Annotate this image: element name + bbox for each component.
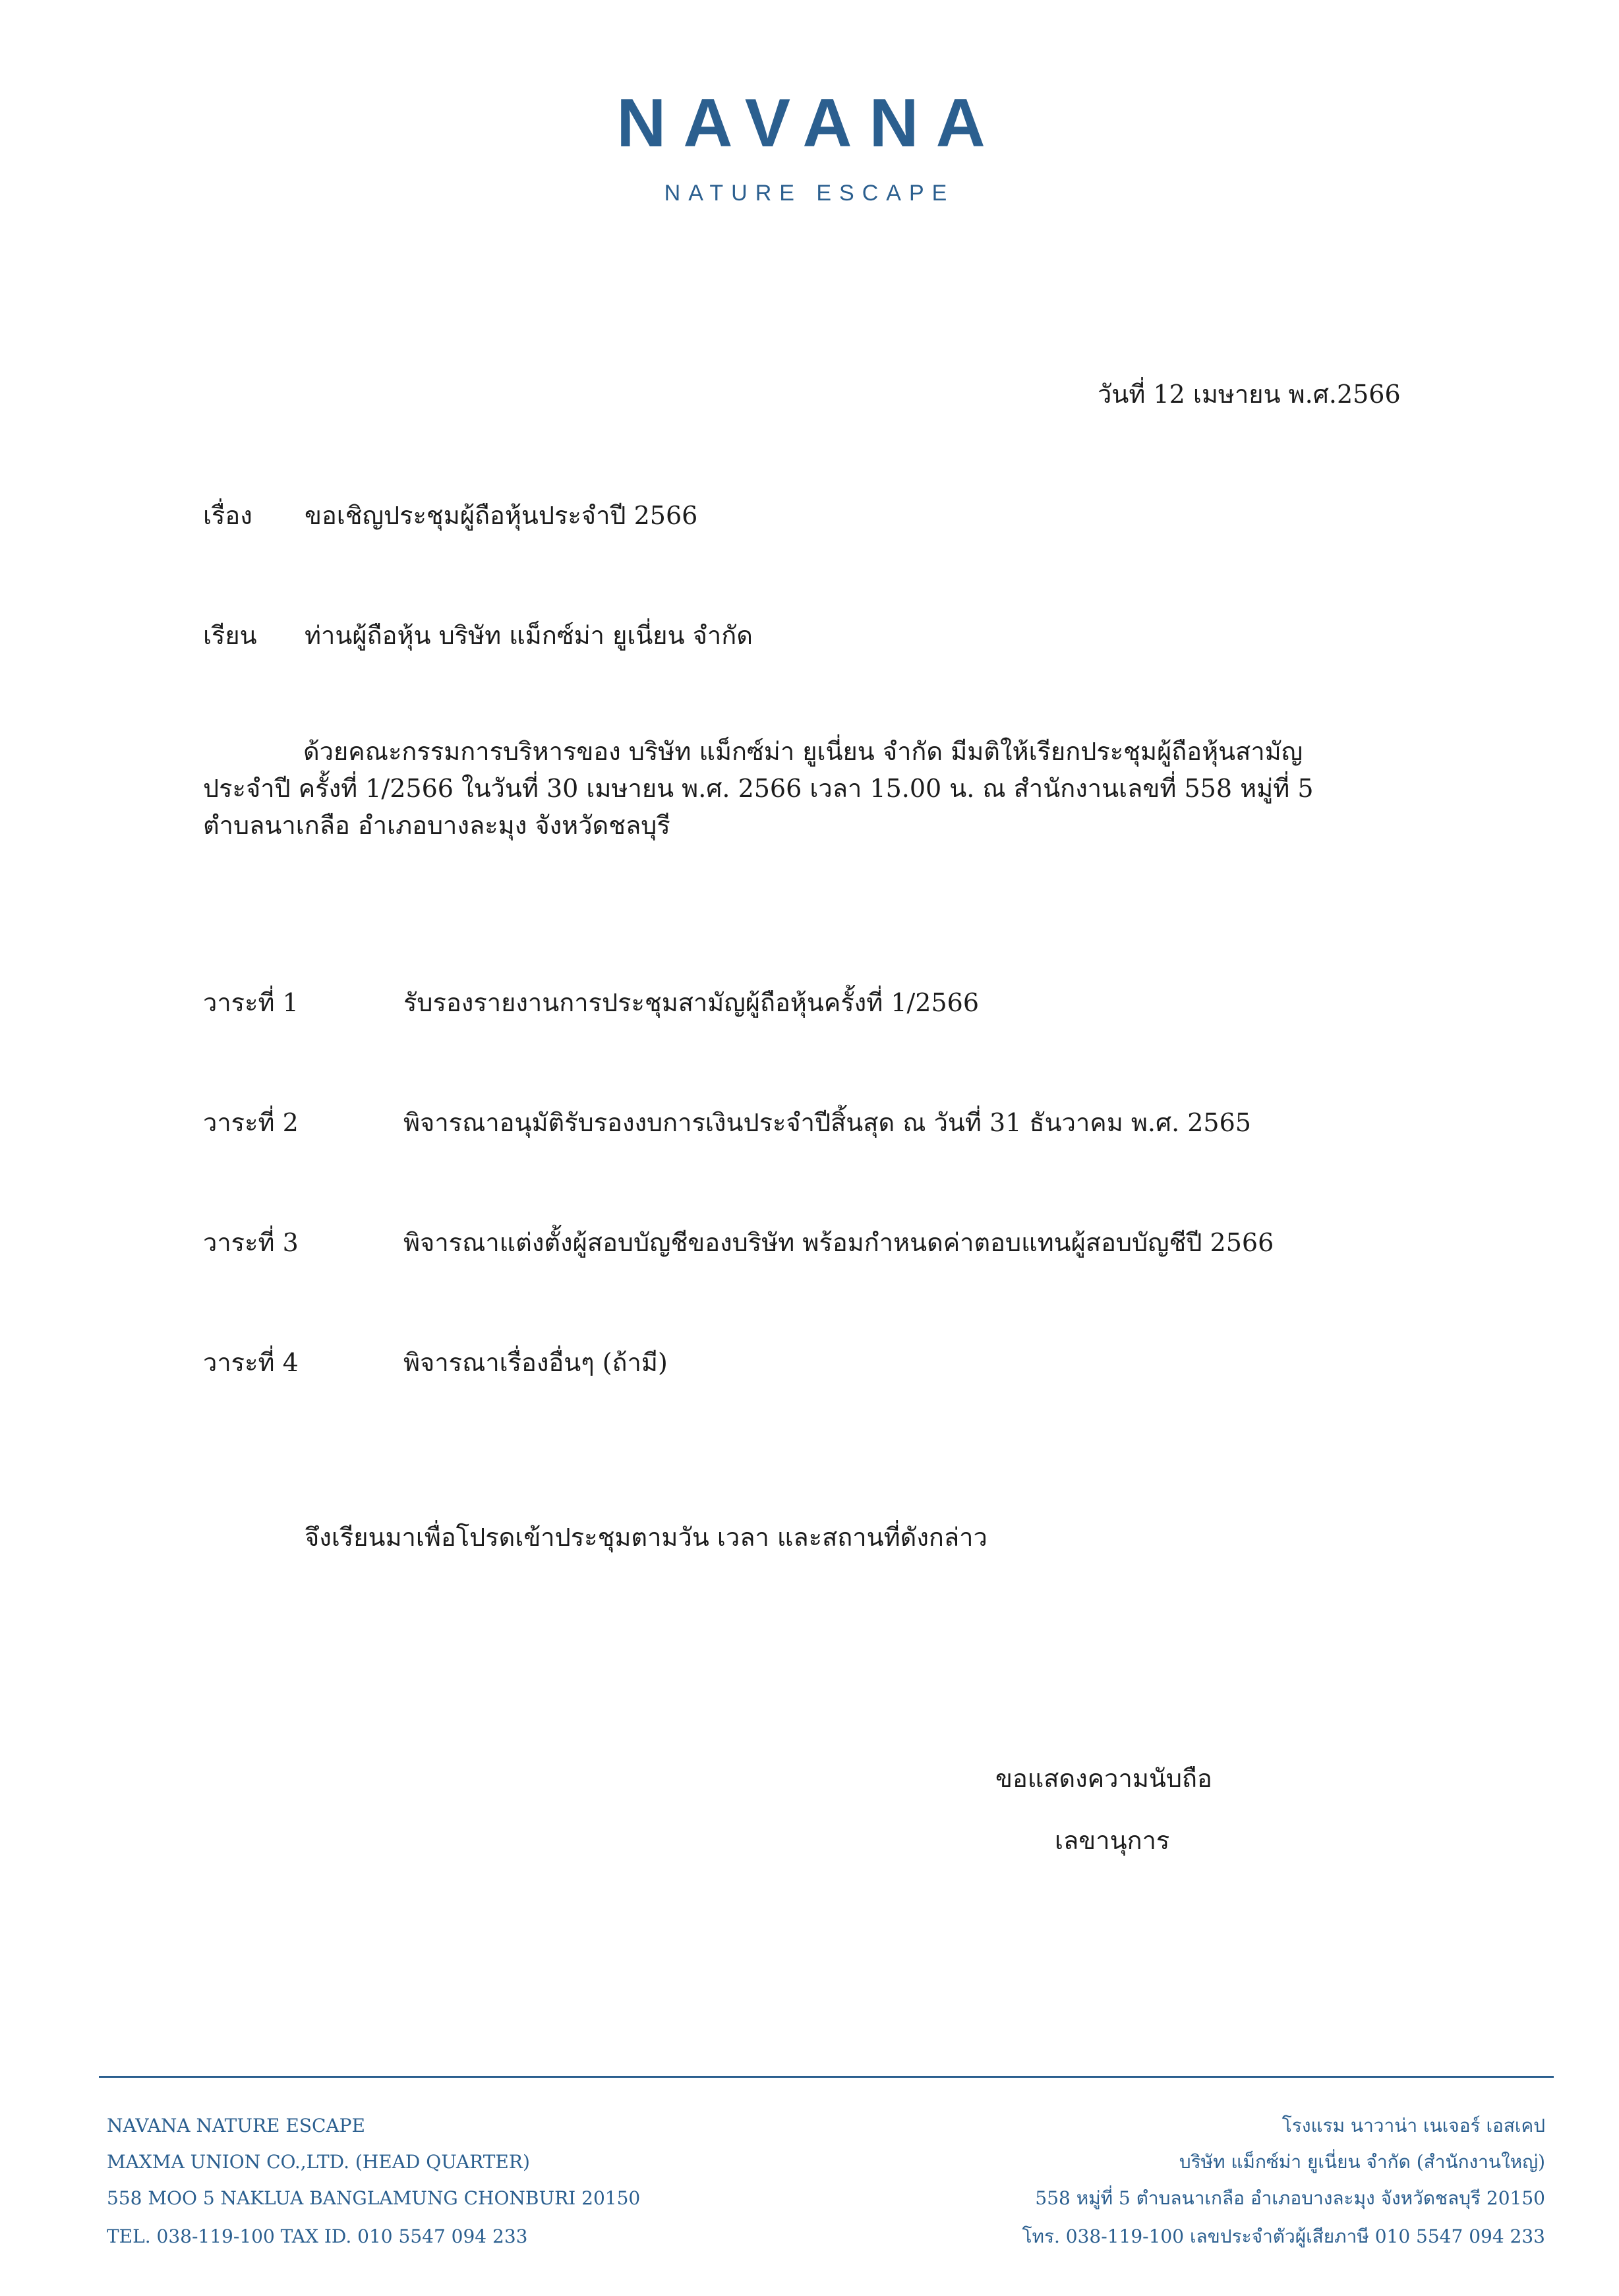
subject-text: ขอเชิญประชุมผู้ถือหุ้นประจำปี 2566 (305, 501, 698, 530)
agenda-label-3: วาระที่ 3 (203, 1228, 299, 1257)
body-line: ประจำปี ครั้งที่ 1/2566 ในวันที่ 30 เมษายน พ.ศ. 2566 เวลา 15.00 น. ณ สำนักงานเลขที่ 558 หมู่ที่ 5 (203, 774, 1314, 803)
footer-right-line: โทร. 038-119-100 เลขประจำตัวผู้เสียภาษี 010 5547 094 233 (1022, 2225, 1545, 2247)
agenda-label-4: วาระที่ 4 (203, 1348, 299, 1377)
footer-right-line: โรงแรม นาวาน่า เนเจอร์ เอสเคป (1281, 2115, 1545, 2136)
signatory-title: เลขานุการ (1055, 1826, 1170, 1855)
footer-left-line: MAXMA UNION CO.,LTD. (HEAD QUARTER) (107, 2151, 530, 2173)
agenda-text-3: พิจารณาแต่งตั้งผู้สอบบัญชีของบริษัท พร้อมกำหนดค่าตอบแทนผู้สอบบัญชีปี 2566 (403, 1228, 1274, 1257)
body-paragraph (203, 733, 1432, 844)
agenda-label-2: วาระที่ 2 (203, 1108, 299, 1137)
footer-left-line: TEL. 038-119-100 TAX ID. 010 5547 094 233 (107, 2225, 528, 2247)
footer-left-line: 558 MOO 5 NAKLUA BANGLAMUNG CHONBURI 20150 (107, 2187, 641, 2209)
recipient-text: ท่านผู้ถือหุ้น บริษัท แม็กซ์ม่า ยูเนี่ยน จำกัด (305, 621, 753, 650)
letter-date: วันที่ 12 เมษายน พ.ศ.2566 (1098, 380, 1401, 409)
agenda-label-1: วาระที่ 1 (203, 988, 299, 1017)
agenda-text-4: พิจารณาเรื่องอื่นๆ (ถ้ามี) (403, 1348, 668, 1377)
footer-right-line: 558 หมู่ที่ 5 ตำบลนาเกลือ อำเภอบางละมุง จังหวัดชลบุรี 20150 (1035, 2187, 1545, 2209)
brand-logo: NAVANA (616, 85, 1003, 162)
brand-tagline: NATURE ESCAPE (664, 181, 955, 206)
recipient-label: เรียน (203, 621, 257, 650)
complimentary-close: ขอแสดงความนับถือ (995, 1764, 1212, 1793)
footer-left-line: NAVANA NATURE ESCAPE (107, 2115, 365, 2136)
body-line: ด้วยคณะกรรมการบริหารของ บริษัท แม็กซ์ม่า ยูเนี่ยน จำกัด มีมติให้เรียกประชุมผู้ถือหุ้นสามัญ (303, 737, 1303, 766)
closing-sentence: จึงเรียนมาเพื่อโปรดเข้าประชุมตามวัน เวลา และสถานที่ดังกล่าว (305, 1523, 987, 1552)
subject-label: เรื่อง (203, 501, 252, 530)
footer-divider (99, 2076, 1554, 2078)
agenda-text-1: รับรองรายงานการประชุมสามัญผู้ถือหุ้นครั้งที่ 1/2566 (403, 988, 980, 1017)
body-line: ตำบลนาเกลือ อำเภอบางละมุง จังหวัดชลบุรี (203, 811, 670, 840)
agenda-text-2: พิจารณาอนุมัติรับรองงบการเงินประจำปีสิ้นสุด ณ วันที่ 31 ธันวาคม พ.ศ. 2565 (403, 1108, 1251, 1137)
footer-right-line: บริษัท แม็กซ์ม่า ยูเนี่ยน จำกัด (สำนักงานใหญ่) (1179, 2151, 1545, 2173)
